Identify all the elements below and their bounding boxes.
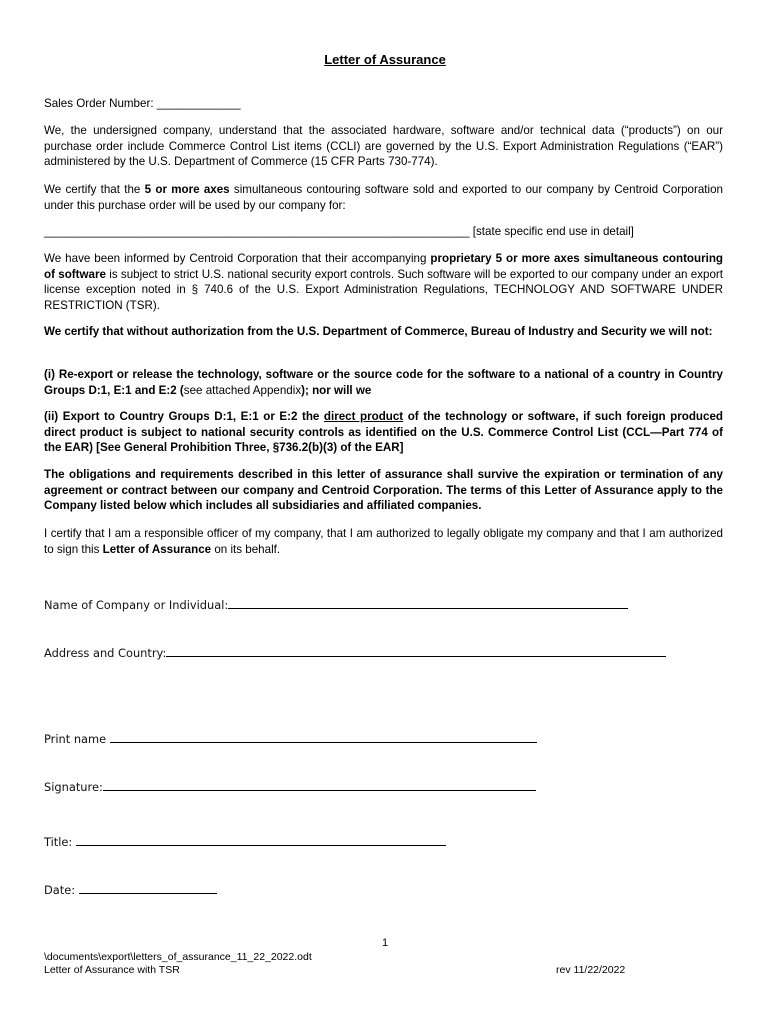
title-field[interactable]	[76, 834, 446, 846]
paragraph-certify-without-authorization: We certify that without authorization from the U.S. Department of Commerce, Bureau of Industry and Security we will not:	[44, 325, 713, 338]
company-name-label: Name of Company or Individual:	[44, 598, 229, 612]
paragraph-export-direct-product: (ii) Export to Country Groups D:1, E:1 or E:2 the direct product of the technology or software, if such foreign produced direct product is subject to national security controls as identified on the U.S. Commerce Control List (CCL—Part 774 of the EAR) [See General Prohibition Three, §736.2(b)(3) of the EAR]	[44, 410, 723, 454]
sales-order-number: Sales Order Number: _____________	[44, 97, 241, 110]
paragraph-obligations: The obligations and requirements described in this letter of assurance shall survive the expiration or termination of any agreement or contract between our company and Centroid Corporation. The terms of this Letter of Assurance apply to the Company listed below which includes all subsidiaries and affiliated companies.	[44, 468, 723, 512]
footer-document-name: Letter of Assurance with TSR	[44, 964, 180, 976]
paragraph-officer-certification: I certify that I am a responsible officer of my company, that I am authorized to legally obligate my company and that I am authorized to sign this Letter of Assurance on its behalf.	[44, 527, 723, 556]
title-label: Title:	[44, 835, 73, 849]
paragraph-reexport: (i) Re-export or release the technology, software or the source code for the software to a national of a country in Country Groups D:1, E:1 and E:2 (see attached Appendix); nor will we	[44, 368, 723, 397]
signature-label: Signature:	[44, 780, 103, 794]
date-field[interactable]	[79, 882, 217, 894]
footer-revision: rev 11/22/2022	[556, 964, 626, 976]
company-name-field[interactable]	[228, 597, 628, 609]
paragraph-products: We, the undersigned company, understand that the associated hardware, software and/or technical data (“products”) on our purchase order include Commerce Control List items (CCLI) are governed by the U.S. Export Administration Regulations (“EAR”) administered by the U.S. Department of Commerce (15 CFR Parts 730-774).	[44, 124, 723, 168]
footer-file-path: \documents\export\letters_of_assurance_11_22_2022.odt	[44, 951, 312, 963]
paragraph-informed: We have been informed by Centroid Corporation that their accompanying proprietary 5 or more axes simultaneous contouring of software is subject to strict U.S. national security export controls. Such software will be exported to our company under an export license exception noted in § 740.6 of the U.S. Export Administration Regulations, TECHNOLOGY AND SOFTWARE UNDER RESTRICTION (TSR).	[44, 252, 723, 312]
address-country-row	[44, 645, 666, 660]
print-name-label: Print name	[44, 732, 107, 746]
signature-field[interactable]	[103, 779, 536, 791]
date-label: Date:	[44, 883, 76, 897]
date-row	[44, 882, 217, 897]
page-number: 1	[381, 937, 389, 949]
signature-row	[44, 779, 536, 794]
document-title: Letter of Assurance	[324, 52, 446, 67]
address-country-label: Address and Country:	[44, 646, 167, 660]
print-name-field[interactable]	[110, 731, 537, 743]
footer-document-info	[44, 951, 312, 977]
company-name-row	[44, 597, 628, 612]
title-row	[44, 834, 446, 849]
address-country-field[interactable]	[166, 645, 666, 657]
paragraph-certify-use: We certify that the 5 or more axes simultaneous contouring software sold and exported to our company by Centroid Corporation under this purchase order will be used by our company for:	[44, 183, 723, 212]
end-use-line: __________________________________________________________________ [state specific end use in detail]	[44, 225, 634, 238]
print-name-row	[44, 731, 537, 746]
